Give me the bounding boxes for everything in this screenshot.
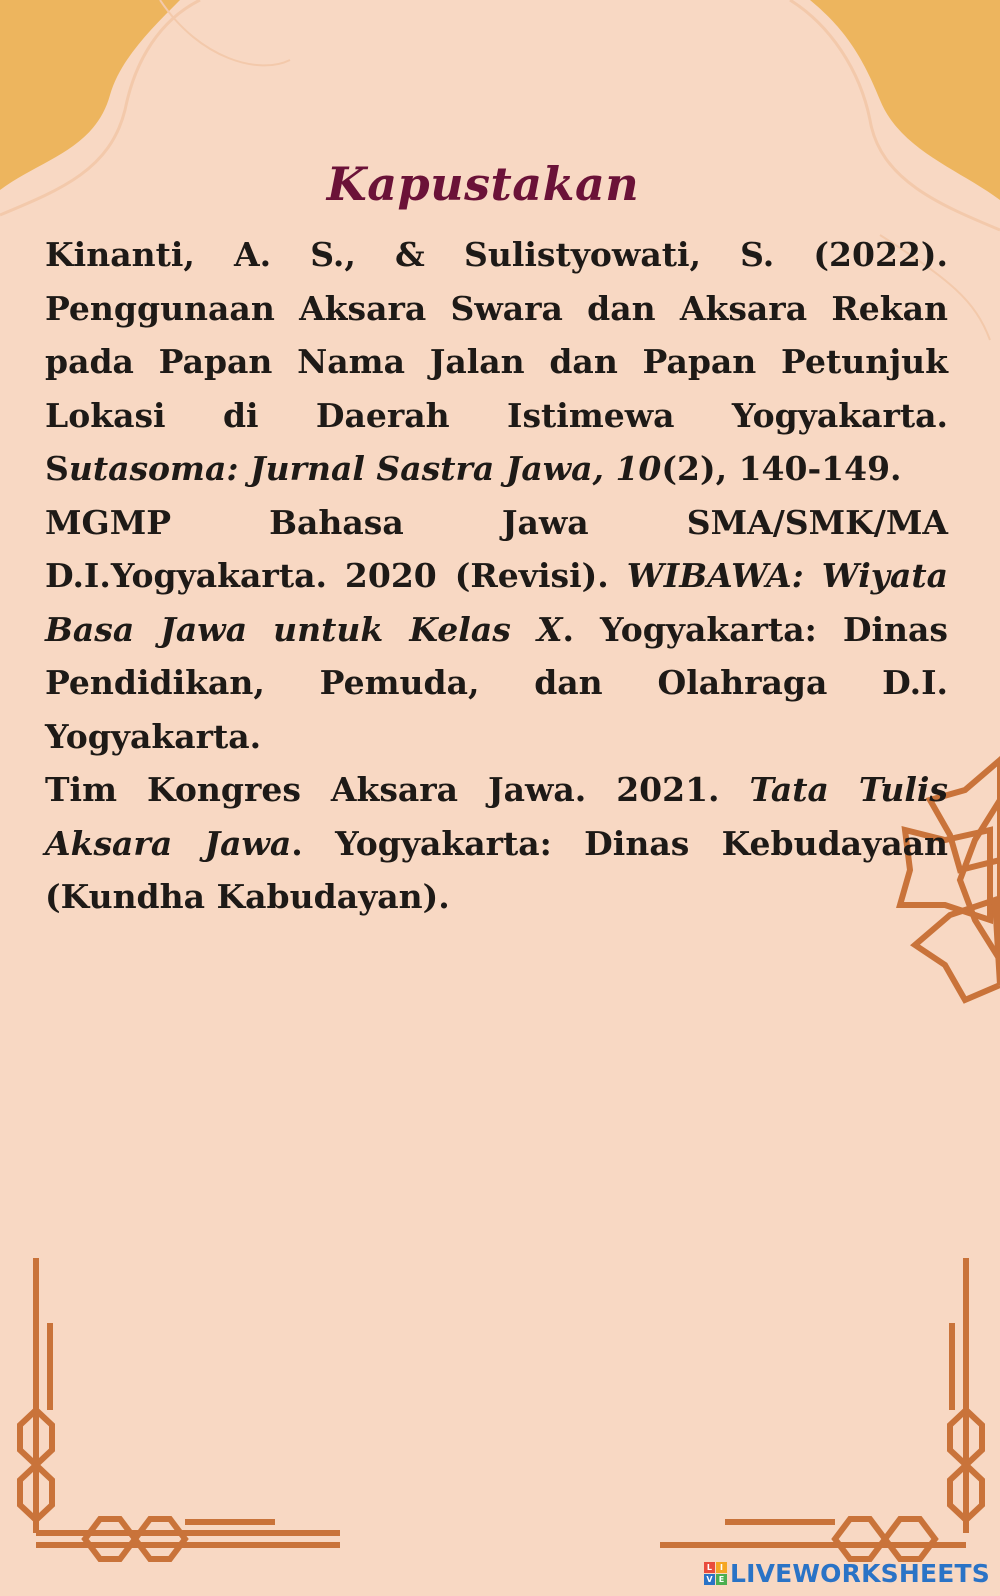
logo-letter: I — [716, 1562, 727, 1573]
bottom-right-frame — [660, 1258, 982, 1559]
arch-inner-line — [160, 0, 290, 65]
reference-source-italic: WIBAWA: Wiyata Basa Jawa untuk Kelas X — [45, 556, 948, 649]
liveworksheets-logo-icon — [704, 1562, 727, 1585]
liveworksheets-watermark — [704, 1559, 990, 1588]
reference-item — [45, 763, 948, 924]
page-title: Kapustakan — [326, 156, 640, 211]
reference-source-italic: utasoma: Jurnal Sastra Jawa, 10 — [68, 449, 662, 488]
reference-text-end: (2), 140-149. — [661, 449, 902, 488]
watermark-text: LIVEWORKSHEETS — [729, 1559, 990, 1588]
reference-text: Kinanti, A. S., & Sulistyowati, S. (2022). Penggunaan Aksara Swara dan Aksara Rekan pada Papan Nama Jalan dan Papan Petunjuk Lokasi di Daerah Istimewa Yogyakarta. S — [45, 235, 948, 488]
logo-letter: L — [704, 1562, 715, 1573]
reference-item — [45, 228, 948, 496]
reference-source-italic: Tata Tulis Aksara Jawa — [45, 770, 948, 863]
reference-text: MGMP Bahasa Jawa SMA/SMK/MA D.I.Yogyakarta. 2020 (Revisi). — [45, 502, 948, 595]
logo-letter: V — [704, 1574, 715, 1585]
reference-text-end: . Yogyakarta: Dinas Pendidikan, Pemuda, dan Olahraga D.I. Yogyakarta. — [45, 609, 948, 756]
bottom-left-frame — [20, 1258, 340, 1559]
reference-list — [45, 228, 948, 924]
reference-text: Tim Kongres Aksara Jawa. 2021. — [45, 770, 750, 809]
reference-item — [45, 496, 948, 764]
logo-letter: E — [716, 1574, 727, 1585]
reference-text-end: . Yogyakarta: Dinas Kebudayaan (Kundha Kabudayan). — [45, 823, 948, 916]
